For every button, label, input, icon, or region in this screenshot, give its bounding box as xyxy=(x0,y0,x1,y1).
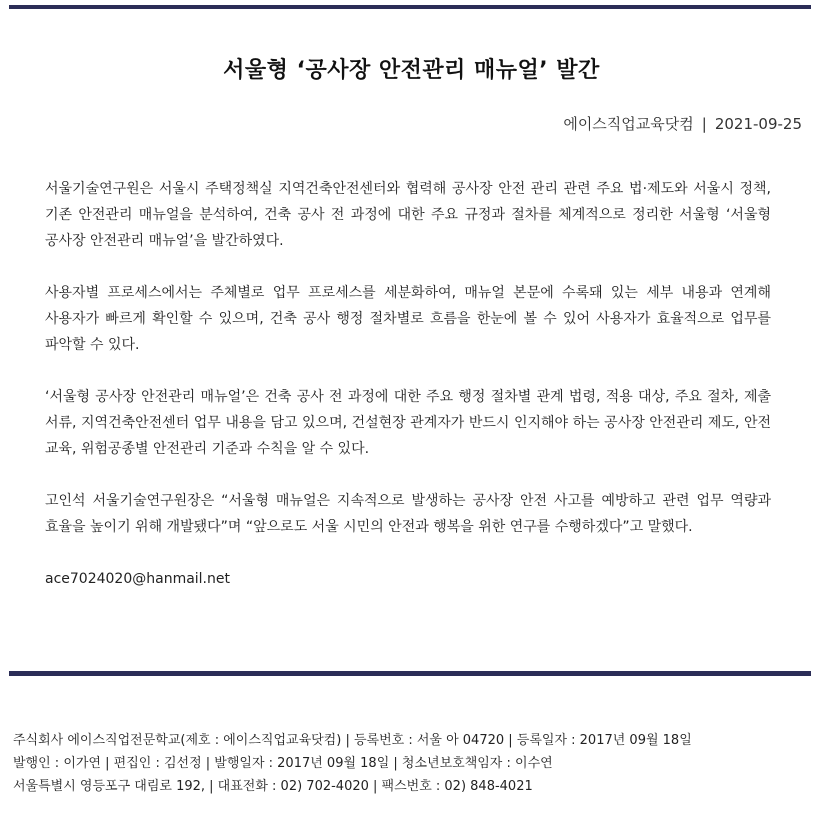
bottom-divider xyxy=(9,671,811,676)
article-paragraph: 서울기술연구원은 서울시 주택정책실 지역건축안전센터와 협력해 공사장 안전 관리 관련 주요 법·제도와 서울시 정책, 기존 안전관리 매뉴얼을 분석하여, 건축 공사 전 과정에 대한 주요 규정과 절차를 체계적으로 정리한 서울형 ‘서울형 공사장 안전관리 매뉴얼’을 발간하였다. xyxy=(45,181,771,249)
reporter-email-link[interactable]: ace7024020@hanmail.net xyxy=(45,571,230,587)
footer-publisher-info: 발행인 : 이가연 | 편집인 : 김선정 | 발행일자 : 2017년 09월 18일 | 청소년보호책임자 : 이수연 xyxy=(13,756,553,771)
article-paragraph: 사용자별 프로세스에서는 주체별로 업무 프로세스를 세분화하여, 매뉴얼 본문에 수록돼 있는 세부 내용과 연계해 사용자가 빠르게 확인할 수 있으며, 건축 공사 행정 절차별로 흐름을 한눈에 볼 수 있어 사용자가 효율적으로 업무를 파악할 수 있다. xyxy=(45,285,771,353)
top-divider xyxy=(9,5,811,9)
article-byline xyxy=(563,113,802,134)
article-source[interactable]: 에이스직업교육닷컴 xyxy=(563,115,694,133)
byline-separator: | xyxy=(701,115,707,133)
article-date: 2021-09-25 xyxy=(714,115,802,133)
article-paragraph: ‘서울형 공사장 안전관리 매뉴얼’은 건축 공사 전 과정에 대한 주요 행정 절차별 관계 법령, 적용 대상, 주요 절차, 제출 서류, 지역건축안전센터 업무 내용을 담고 있으며, 건설현장 관계자가 반드시 인지해야 하는 공사장 안전관리 제도, 안전 교육, 위험공종별 안전관리 기준과 수칙을 알 수 있다. xyxy=(45,389,771,457)
article-body xyxy=(45,176,771,592)
site-footer xyxy=(13,729,818,798)
article-title: 서울형 ‘공사장 안전관리 매뉴얼’ 발간 xyxy=(223,57,600,83)
footer-company-info: 주식회사 에이스직업전문학교(제호 : 에이스직업교육닷컴) | 등록번호 : 서울 아 04720 | 등록일자 : 2017년 09월 18일 xyxy=(13,733,692,748)
article-paragraph: 고인석 서울기술연구원장은 “서울형 매뉴얼은 지속적으로 발생하는 공사장 안전 사고를 예방하고 관련 업무 역량과 효율을 높이기 위해 개발됐다”며 “앞으로도 서울 시민의 안전과 행복을 위한 연구를 수행하겠다”고 말했다. xyxy=(45,493,771,535)
footer-contact-info: 서울특별시 영등포구 대림로 192, | 대표전화 : 02) 702-4020 | 팩스번호 : 02) 848-4021 xyxy=(13,779,533,794)
